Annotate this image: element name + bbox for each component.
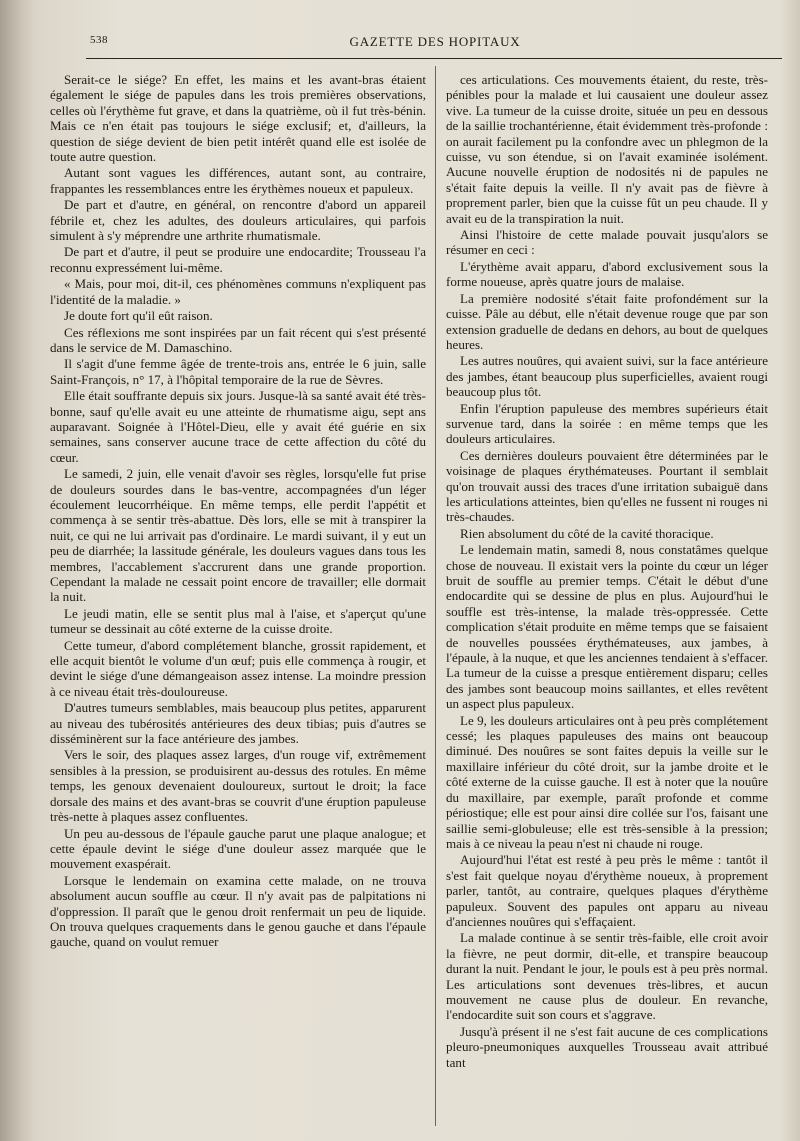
- paragraph: Enfin l'éruption papuleuse des membres supérieurs était survenue tard, dans la soirée : en même temps que les douleurs articulaires.: [446, 400, 768, 447]
- paragraph: ces articulations. Ces mouvements étaient, du reste, très-pénibles pour la malade et lui causaient une douleur assez vive. La tumeur de la cuisse droite, située un peu en dessous de la saillie trochantérienne, était évidemment très-profonde : on aurait facilement pu la confondre avec un phlegmon de la cuisse, vu son étendue, si on l'avait examinée isolément. Aucune nouvelle éruption de nodosités ni de papules ne s'était faite depuis la veille. Il n'y avait pas de fièvre à proprement parler, bien que la cuisse fût un peu chaude. Il y avait eu de la transpiration la nuit.: [446, 72, 768, 226]
- paragraph: Vers le soir, des plaques assez larges, d'un rouge vif, extrêmement sensibles à la pression, se produisirent au-dessus des rotules. En même temps, les genoux devenaient douloureux, surtout le droit; la face dorsale des mains et des avant-bras se couvrit d'une éruption papuleuse très-nette à plaques assez confluentes.: [50, 747, 426, 825]
- paragraph: Un peu au-dessous de l'épaule gauche parut une plaque analogue; et cette épaule devint le siége d'une douleur assez marquée que le mouvement exaspérait.: [50, 825, 426, 872]
- column-divider: [435, 66, 436, 1126]
- paragraph: « Mais, pour moi, dit-il, ces phénomènes communs n'expliquent pas l'identité de la maladie. »: [50, 276, 426, 307]
- paragraph: Jusqu'à présent il ne s'est fait aucune de ces complications pleuro-pneumoniques auxquelles Trousseau avait attribué tant: [446, 1023, 768, 1070]
- page-header: [90, 32, 780, 56]
- paragraph: Autant sont vagues les différences, autant sont, au contraire, frappantes les ressemblances entre les érythèmes noueux et papuleux.: [50, 165, 426, 196]
- paragraph: Le samedi, 2 juin, elle venait d'avoir ses règles, lorsqu'elle fut prise de douleurs sourdes dans le bas-ventre, accompagnées d'un léger écoulement leucorrhéique. En même temps, elle perdit l'appétit et commença à se sentir très-abattue. Dès lors, elle se mit à transpirer la nuit, ce qui ne lui arrivait pas d'ordinaire. Le mardi suivant, il y eut un peu de diarrhée; la lassitude générale, les douleurs vagues dans tous les membres, l'accablement s'accrurent dans une grande proportion. Cependant la malade ne cessait point encore de travailler; elle dormait la nuit.: [50, 466, 426, 605]
- paragraph: Ainsi l'histoire de cette malade pouvait jusqu'alors se résumer en ceci :: [446, 227, 768, 258]
- paragraph: D'autres tumeurs semblables, mais beaucoup plus petites, apparurent au niveau des tubérosités antérieures des deux tibias; puis d'autres se disséminèrent sur la face antérieure des jambes.: [50, 700, 426, 747]
- paragraph: Serait-ce le siége? En effet, les mains et les avant-bras étaient également le siége de papules dans les trois premières observations, celles où l'érythème fut grave, et dans la quatrième, où il fut très-bénin. Mais ce n'en était pas toujours le siége exclusif; et, d'ailleurs, la question de siége devient de bien petit intérêt quand elle est isolée de toute autre question.: [50, 72, 426, 165]
- paragraph: Ces réflexions me sont inspirées par un fait récent qui s'est présenté dans le service de M. Damaschino.: [50, 324, 426, 355]
- paragraph: Le 9, les douleurs articulaires ont à peu près complétement cessé; les plaques papuleuses des mains ont beaucoup diminué. Des nouûres se sont faites depuis la veille sur le maxillaire inférieur du côté droit, sur la jambe droite et le côté externe de la cuisse gauche. Il est à noter que la nouûre du maxillaire, par exemple, paraît profonde et comme périostique; elle est pour ainsi dire collée sur l'os, faisant une saillie semi-globuleuse; elle est très-sensible à la pression; mais à ce niveau la peau n'est ni chaude ni rouge.: [446, 712, 768, 851]
- paragraph: Cette tumeur, d'abord complétement blanche, grossit rapidement, et elle acquit bientôt le volume d'un œuf; puis elle commença à rougir, et devint le siége d'une démangeaison assez intense. La moindre pression à ce niveau était très-douloureuse.: [50, 637, 426, 699]
- paragraph: Ces dernières douleurs pouvaient être déterminées par le voisinage de plaques érythémateuses. Pourtant il semblait qu'on trouvait aussi des traces d'une irritation subaiguë dans les articulations atteintes, bien qu'elles ne fussent ni rouges ni très-chaudes.: [446, 447, 768, 525]
- paragraph: Il s'agit d'une femme âgée de trente-trois ans, entrée le 6 juin, salle Saint-François, n° 17, à l'hôpital temporaire de la rue de Sèvres.: [50, 356, 426, 387]
- paragraph: La première nodosité s'était faite profondément sur la cuisse. Pâle au début, elle n'était devenue rouge que par son extension graduelle de dedans en dehors, au bout de quelques heures.: [446, 290, 768, 352]
- paragraph: Le lendemain matin, samedi 8, nous constatâmes quelque chose de nouveau. Il existait vers la pointe du cœur un léger bruit de souffle au premier temps. C'était le début d'une endocardite qui se dessine de plus en plus. Aujourd'hui le souffle est très-intense, la malade très-oppressée. Cette complication s'était produite en même temps que se faisaient de nouvelles poussées érythémateuses, aux jambes, à l'épaule, à la nuque, et que les anciennes tendaient à s'effacer. La tumeur de la cuisse a presque entièrement disparu; celles des jambes sont beaucoup moins saillantes, et elles revêtent un aspect plus papuleux.: [446, 542, 768, 712]
- binding-shadow: [0, 0, 34, 1141]
- header-rule: [86, 58, 782, 59]
- paragraph: L'érythème avait apparu, d'abord exclusivement sous la forme noueuse, après quatre jours de malaise.: [446, 258, 768, 290]
- paragraph: Je doute fort qu'il eût raison.: [64, 308, 213, 324]
- paragraph: De part et d'autre, en général, on rencontre d'abord un appareil fébrile et, chez les adultes, des douleurs articulaires, qui parfois simulent à s'y méprendre une arthrite rhumatismale.: [50, 197, 426, 244]
- paragraph: Lorsque le lendemain on examina cette malade, on ne trouva absolument aucun souffle au cœur. Il n'y avait pas de palpitations ni d'oppression. Il paraît que le genou droit renfermait un peu de liquide. On trouva quelques craquements dans le genou gauche et dans l'épaule gauche, quand on voulut remuer: [50, 872, 426, 950]
- paragraph: Le jeudi matin, elle se sentit plus mal à l'aise, et s'aperçut qu'une tumeur se dessinait au côté externe de la cuisse droite.: [50, 605, 426, 637]
- paragraph: Rien absolument du côté de la cavité thoracique.: [460, 525, 714, 541]
- paragraph: Aujourd'hui l'état est resté à peu près le même : tantôt il s'est fait quelque noyau d'érythème noueux, à proprement parler, tantôt, au contraire, quelques plaques d'érythème papuleux. Souvent des papules ont apparu au niveau d'anciennes nouûres qui s'effaçaient.: [446, 852, 768, 929]
- running-head: GAZETTE DES HOPITAUX: [349, 34, 521, 49]
- paragraph: Les autres nouûres, qui avaient suivi, sur la face antérieure des jambes, étant beaucoup plus superficielles, avaient rougi beaucoup plus tôt.: [446, 353, 768, 400]
- right-column: [446, 72, 768, 1071]
- page-number: 538: [90, 34, 108, 46]
- paragraph: De part et d'autre, il peut se produire une endocardite; Trousseau l'a reconnu expressément lui-même.: [50, 244, 426, 275]
- paragraph: La malade continue à se sentir très-faible, elle croit avoir la fièvre, ne peut dormir, dit-elle, et transpire beaucoup durant la nuit. Pendant le jour, le pouls est à peu près normal. Les articulations sont devenues très-libres, et aucun mouvement ne cause plus de douleur. En revanche, l'endocardite suit son cours et s'aggrave.: [446, 930, 768, 1023]
- paragraph: Elle était souffrante depuis six jours. Jusque-là sa santé avait été très-bonne, sauf qu'elle avait eu une atteinte de rhumatisme aigu, sept ans auparavant. Soignée à l'Hôtel-Dieu, elle y avait été guérie en six semaines, sans conserver aucune trace de cette affection du côté du cœur.: [50, 388, 426, 465]
- left-column: [50, 72, 426, 951]
